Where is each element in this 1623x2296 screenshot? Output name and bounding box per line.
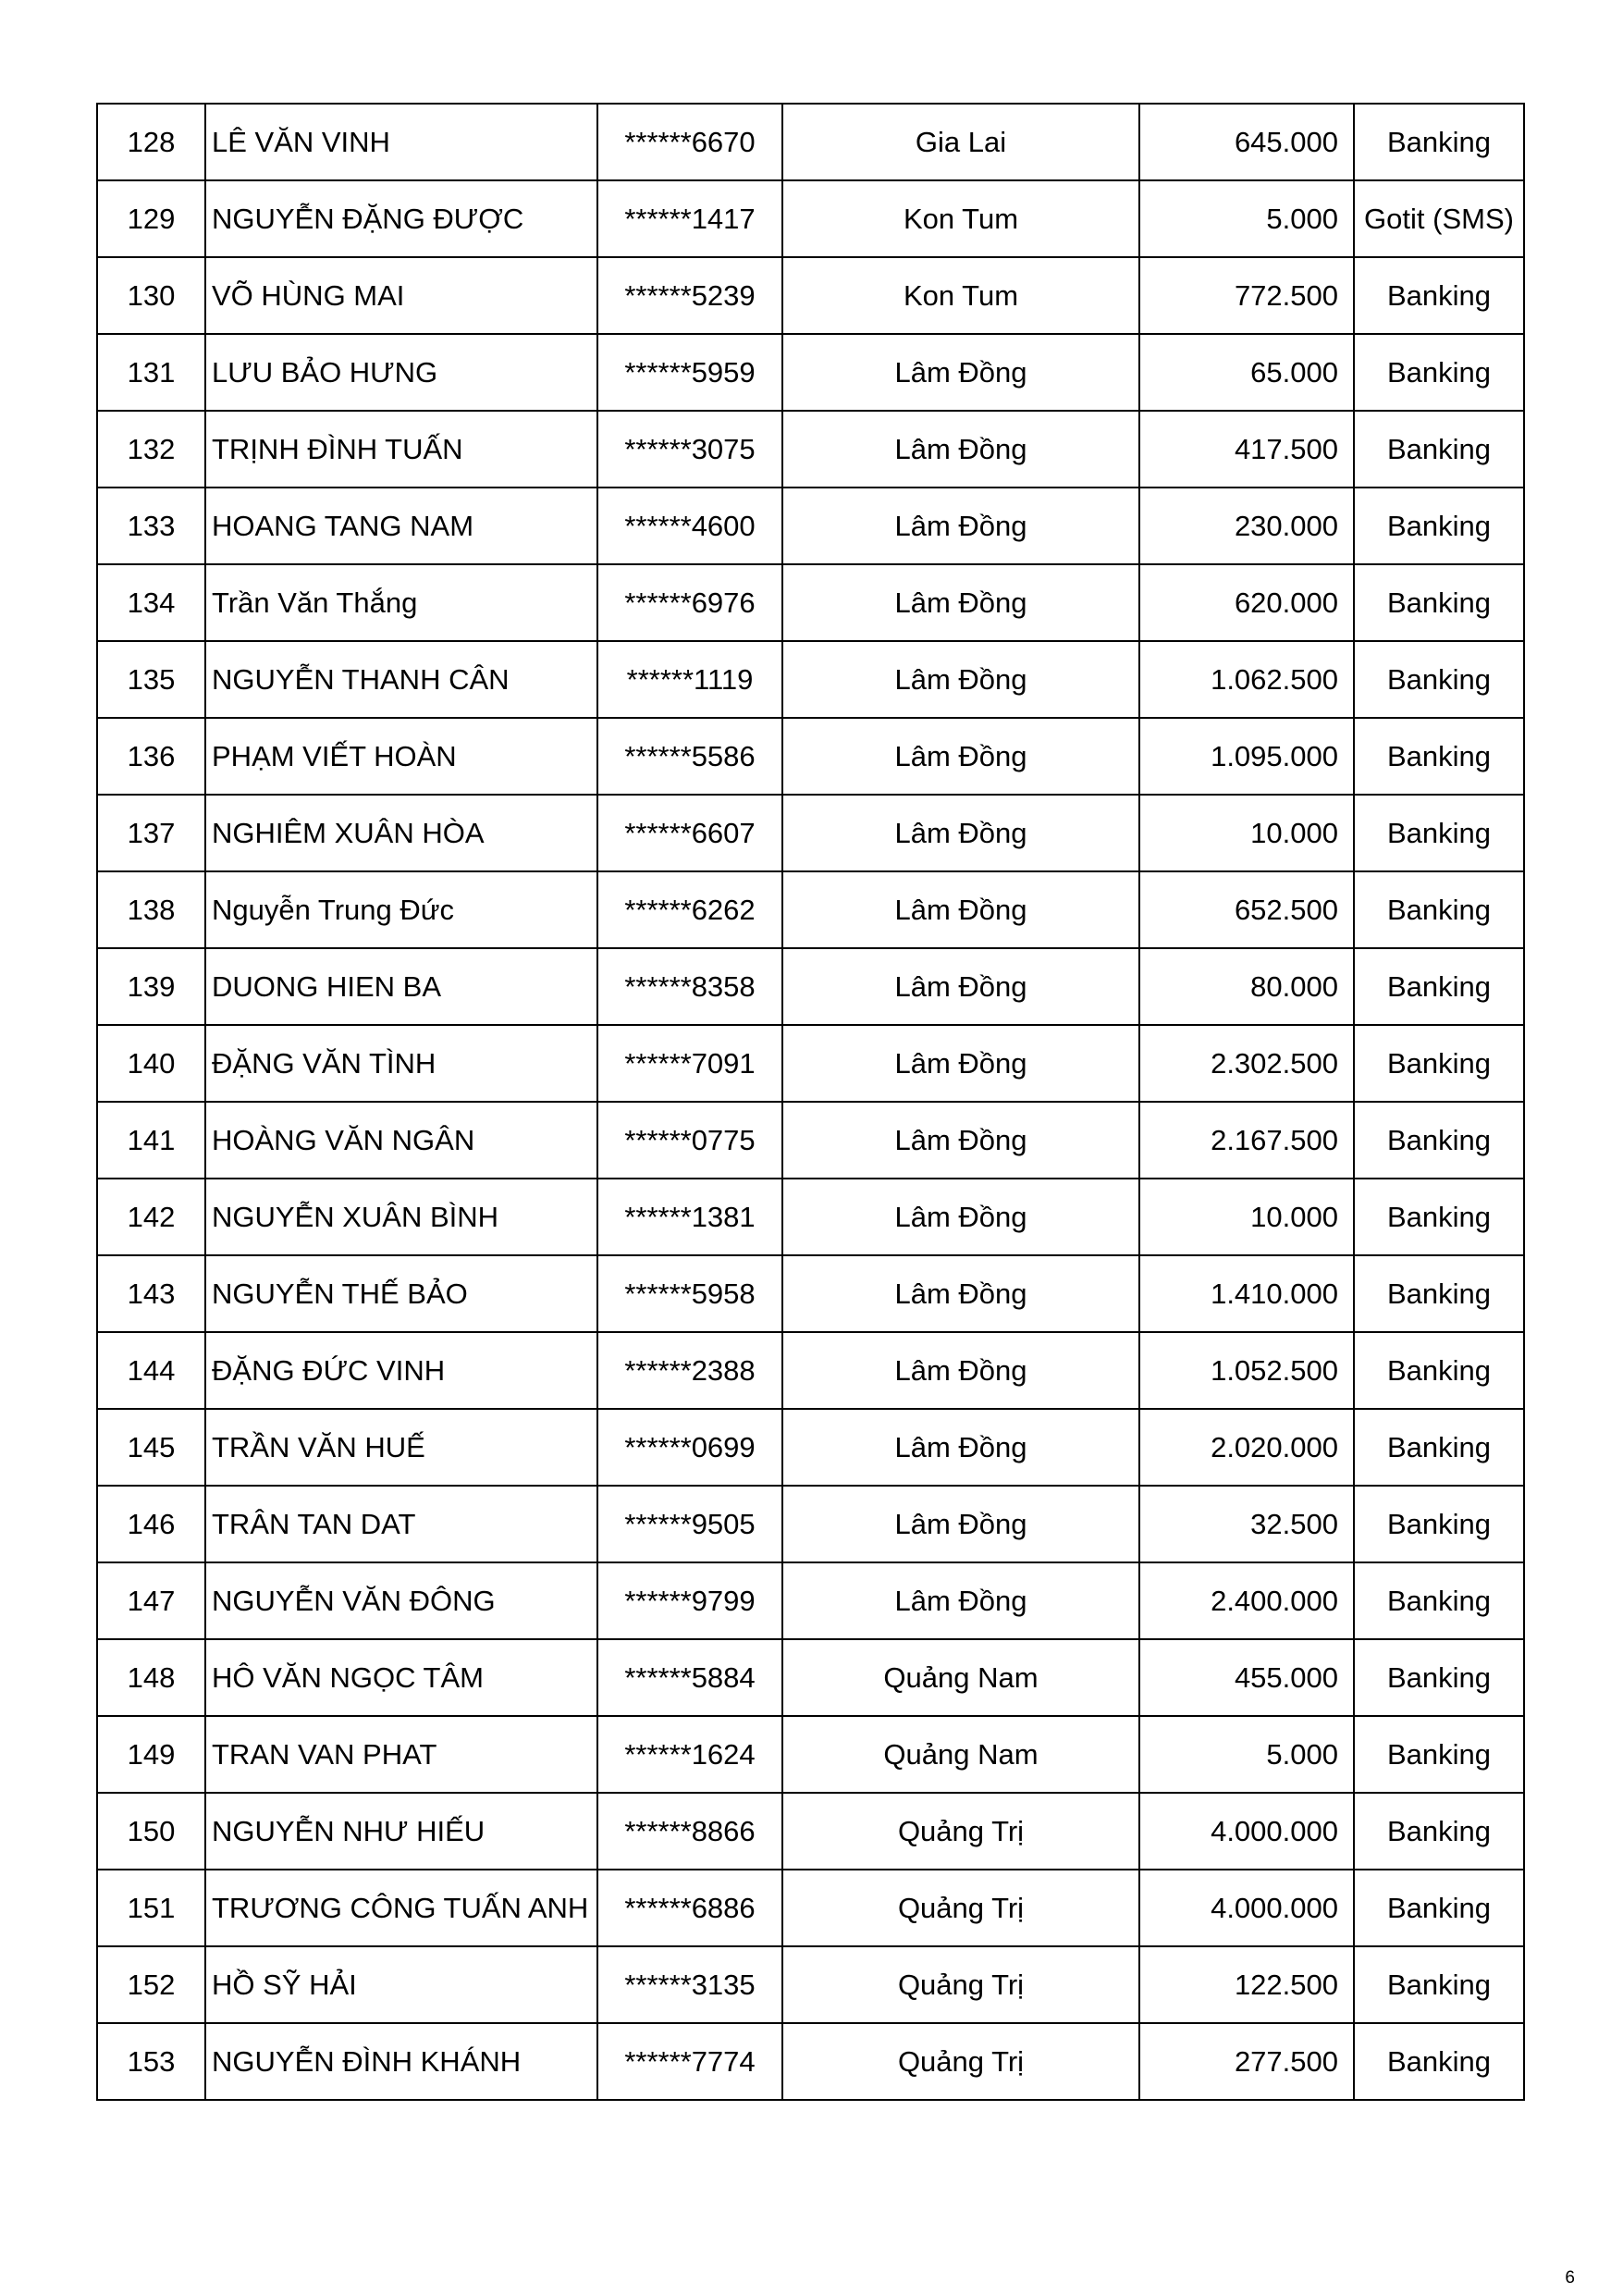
province-cell: Kon Tum (782, 257, 1139, 334)
account-cell: ******5958 (597, 1255, 782, 1332)
amount-cell: 2.167.500 (1139, 1102, 1354, 1179)
donor-name-cell: NGUYỄN NHƯ HIẾU (205, 1793, 597, 1870)
row-number-cell: 133 (97, 488, 205, 564)
account-cell: ******1417 (597, 180, 782, 257)
amount-cell: 772.500 (1139, 257, 1354, 334)
province-cell: Lâm Đồng (782, 1025, 1139, 1102)
table-row (97, 871, 1524, 948)
table-row (97, 641, 1524, 718)
row-number-cell: 129 (97, 180, 205, 257)
method-cell: Banking (1354, 871, 1524, 948)
account-cell: ******9799 (597, 1562, 782, 1639)
amount-cell: 1.052.500 (1139, 1332, 1354, 1409)
account-cell: ******3075 (597, 411, 782, 488)
province-cell: Quảng Trị (782, 1793, 1139, 1870)
donor-name-cell: TRAN VAN PHAT (205, 1716, 597, 1793)
method-cell: Banking (1354, 718, 1524, 795)
account-cell: ******1119 (597, 641, 782, 718)
method-cell: Banking (1354, 564, 1524, 641)
table-row (97, 948, 1524, 1025)
amount-cell: 32.500 (1139, 1486, 1354, 1562)
donor-name-cell: ĐẶNG VĂN TÌNH (205, 1025, 597, 1102)
account-cell: ******6886 (597, 1870, 782, 1946)
amount-cell: 10.000 (1139, 795, 1354, 871)
method-cell: Banking (1354, 1179, 1524, 1255)
province-cell: Lâm Đồng (782, 1409, 1139, 1486)
amount-cell: 122.500 (1139, 1946, 1354, 2023)
account-cell: ******8358 (597, 948, 782, 1025)
method-cell: Banking (1354, 1562, 1524, 1639)
donor-name-cell: PHẠM VIẾT HOÀN (205, 718, 597, 795)
account-cell: ******6607 (597, 795, 782, 871)
row-number-cell: 139 (97, 948, 205, 1025)
method-cell: Banking (1354, 488, 1524, 564)
row-number-cell: 147 (97, 1562, 205, 1639)
account-cell: ******7091 (597, 1025, 782, 1102)
donor-name-cell: NGUYỄN ĐẶNG ĐƯỢC (205, 180, 597, 257)
account-cell: ******4600 (597, 488, 782, 564)
amount-cell: 4.000.000 (1139, 1870, 1354, 1946)
table-row (97, 1639, 1524, 1716)
method-cell: Banking (1354, 795, 1524, 871)
amount-cell: 2.302.500 (1139, 1025, 1354, 1102)
table-row (97, 1332, 1524, 1409)
row-number-cell: 150 (97, 1793, 205, 1870)
account-cell: ******7774 (597, 2023, 782, 2100)
table-row (97, 2023, 1524, 2100)
account-cell: ******1381 (597, 1179, 782, 1255)
table-row (97, 180, 1524, 257)
method-cell: Banking (1354, 948, 1524, 1025)
amount-cell: 455.000 (1139, 1639, 1354, 1716)
table-row (97, 334, 1524, 411)
table-row (97, 104, 1524, 180)
donor-name-cell: ĐẶNG ĐỨC VINH (205, 1332, 597, 1409)
row-number-cell: 153 (97, 2023, 205, 2100)
method-cell: Banking (1354, 1870, 1524, 1946)
province-cell: Quảng Nam (782, 1716, 1139, 1793)
row-number-cell: 131 (97, 334, 205, 411)
donor-name-cell: VÕ HÙNG MAI (205, 257, 597, 334)
amount-cell: 1.062.500 (1139, 641, 1354, 718)
account-cell: ******5959 (597, 334, 782, 411)
amount-cell: 5.000 (1139, 180, 1354, 257)
donor-name-cell: NGUYỄN XUÂN BÌNH (205, 1179, 597, 1255)
method-cell: Banking (1354, 2023, 1524, 2100)
table-row (97, 1102, 1524, 1179)
method-cell: Banking (1354, 1793, 1524, 1870)
method-cell: Banking (1354, 104, 1524, 180)
donor-name-cell: HÔ VĂN NGỌC TÂM (205, 1639, 597, 1716)
method-cell: Banking (1354, 1255, 1524, 1332)
province-cell: Lâm Đồng (782, 948, 1139, 1025)
account-cell: ******5239 (597, 257, 782, 334)
row-number-cell: 143 (97, 1255, 205, 1332)
table-row (97, 257, 1524, 334)
row-number-cell: 145 (97, 1409, 205, 1486)
province-cell: Kon Tum (782, 180, 1139, 257)
account-cell: ******1624 (597, 1716, 782, 1793)
table-row (97, 1255, 1524, 1332)
page-number: 6 (1565, 2268, 1575, 2288)
province-cell: Lâm Đồng (782, 641, 1139, 718)
account-cell: ******6976 (597, 564, 782, 641)
row-number-cell: 146 (97, 1486, 205, 1562)
amount-cell: 2.020.000 (1139, 1409, 1354, 1486)
account-cell: ******6262 (597, 871, 782, 948)
account-cell: ******6670 (597, 104, 782, 180)
method-cell: Banking (1354, 1332, 1524, 1409)
table-row (97, 718, 1524, 795)
province-cell: Lâm Đồng (782, 795, 1139, 871)
donor-name-cell: HOÀNG VĂN NGÂN (205, 1102, 597, 1179)
table-row (97, 1179, 1524, 1255)
province-cell: Lâm Đồng (782, 1255, 1139, 1332)
province-cell: Lâm Đồng (782, 1562, 1139, 1639)
donor-name-cell: Trần Văn Thắng (205, 564, 597, 641)
donor-name-cell: TRẦN VĂN HUẾ (205, 1409, 597, 1486)
amount-cell: 620.000 (1139, 564, 1354, 641)
method-cell: Banking (1354, 334, 1524, 411)
donor-name-cell: HOANG TANG NAM (205, 488, 597, 564)
amount-cell: 277.500 (1139, 2023, 1354, 2100)
row-number-cell: 141 (97, 1102, 205, 1179)
row-number-cell: 151 (97, 1870, 205, 1946)
amount-cell: 1.095.000 (1139, 718, 1354, 795)
method-cell: Banking (1354, 1639, 1524, 1716)
province-cell: Quảng Nam (782, 1639, 1139, 1716)
row-number-cell: 137 (97, 795, 205, 871)
row-number-cell: 130 (97, 257, 205, 334)
donor-name-cell: LÊ VĂN VINH (205, 104, 597, 180)
account-cell: ******0775 (597, 1102, 782, 1179)
table-row (97, 1716, 1524, 1793)
province-cell: Quảng Trị (782, 1946, 1139, 2023)
donor-name-cell: NGUYỄN THANH CÂN (205, 641, 597, 718)
table-row (97, 1946, 1524, 2023)
province-cell: Lâm Đồng (782, 1486, 1139, 1562)
table-row (97, 1486, 1524, 1562)
table-row (97, 1870, 1524, 1946)
amount-cell: 65.000 (1139, 334, 1354, 411)
donor-table-body (97, 104, 1524, 2100)
donor-name-cell: TRÂN TAN DAT (205, 1486, 597, 1562)
row-number-cell: 148 (97, 1639, 205, 1716)
row-number-cell: 149 (97, 1716, 205, 1793)
donor-name-cell: TRỊNH ĐÌNH TUẤN (205, 411, 597, 488)
donor-table (96, 103, 1525, 2101)
method-cell: Banking (1354, 1102, 1524, 1179)
row-number-cell: 138 (97, 871, 205, 948)
row-number-cell: 142 (97, 1179, 205, 1255)
donor-name-cell: TRƯƠNG CÔNG TUẤN ANH (205, 1870, 597, 1946)
table-row (97, 1409, 1524, 1486)
amount-cell: 2.400.000 (1139, 1562, 1354, 1639)
province-cell: Lâm Đồng (782, 1179, 1139, 1255)
amount-cell: 10.000 (1139, 1179, 1354, 1255)
row-number-cell: 135 (97, 641, 205, 718)
row-number-cell: 132 (97, 411, 205, 488)
row-number-cell: 128 (97, 104, 205, 180)
donor-name-cell: DUONG HIEN BA (205, 948, 597, 1025)
row-number-cell: 140 (97, 1025, 205, 1102)
province-cell: Lâm Đồng (782, 564, 1139, 641)
table-row (97, 488, 1524, 564)
donor-name-cell: Nguyễn Trung Đức (205, 871, 597, 948)
amount-cell: 417.500 (1139, 411, 1354, 488)
method-cell: Banking (1354, 1409, 1524, 1486)
amount-cell: 4.000.000 (1139, 1793, 1354, 1870)
province-cell: Quảng Trị (782, 1870, 1139, 1946)
amount-cell: 652.500 (1139, 871, 1354, 948)
province-cell: Quảng Trị (782, 2023, 1139, 2100)
account-cell: ******5586 (597, 718, 782, 795)
province-cell: Lâm Đồng (782, 1102, 1139, 1179)
table-row (97, 795, 1524, 871)
table-row (97, 411, 1524, 488)
donor-name-cell: NGHIÊM XUÂN HÒA (205, 795, 597, 871)
amount-cell: 645.000 (1139, 104, 1354, 180)
method-cell: Banking (1354, 1486, 1524, 1562)
amount-cell: 5.000 (1139, 1716, 1354, 1793)
method-cell: Gotit (SMS) (1354, 180, 1524, 257)
row-number-cell: 144 (97, 1332, 205, 1409)
table-row (97, 1793, 1524, 1870)
method-cell: Banking (1354, 1946, 1524, 2023)
account-cell: ******2388 (597, 1332, 782, 1409)
row-number-cell: 134 (97, 564, 205, 641)
account-cell: ******0699 (597, 1409, 782, 1486)
province-cell: Lâm Đồng (782, 488, 1139, 564)
account-cell: ******5884 (597, 1639, 782, 1716)
amount-cell: 230.000 (1139, 488, 1354, 564)
province-cell: Lâm Đồng (782, 411, 1139, 488)
account-cell: ******3135 (597, 1946, 782, 2023)
method-cell: Banking (1354, 411, 1524, 488)
account-cell: ******8866 (597, 1793, 782, 1870)
donor-name-cell: NGUYỄN THẾ BẢO (205, 1255, 597, 1332)
province-cell: Lâm Đồng (782, 871, 1139, 948)
account-cell: ******9505 (597, 1486, 782, 1562)
method-cell: Banking (1354, 257, 1524, 334)
amount-cell: 80.000 (1139, 948, 1354, 1025)
row-number-cell: 152 (97, 1946, 205, 2023)
province-cell: Lâm Đồng (782, 334, 1139, 411)
table-row (97, 1025, 1524, 1102)
table-row (97, 564, 1524, 641)
row-number-cell: 136 (97, 718, 205, 795)
method-cell: Banking (1354, 1716, 1524, 1793)
province-cell: Lâm Đồng (782, 718, 1139, 795)
amount-cell: 1.410.000 (1139, 1255, 1354, 1332)
province-cell: Gia Lai (782, 104, 1139, 180)
table-row (97, 1562, 1524, 1639)
method-cell: Banking (1354, 1025, 1524, 1102)
donor-name-cell: NGUYỄN VĂN ĐÔNG (205, 1562, 597, 1639)
donor-name-cell: LƯU BẢO HƯNG (205, 334, 597, 411)
province-cell: Lâm Đồng (782, 1332, 1139, 1409)
donor-name-cell: NGUYỄN ĐÌNH KHÁNH (205, 2023, 597, 2100)
donor-name-cell: HỒ SỸ HẢI (205, 1946, 597, 2023)
method-cell: Banking (1354, 641, 1524, 718)
